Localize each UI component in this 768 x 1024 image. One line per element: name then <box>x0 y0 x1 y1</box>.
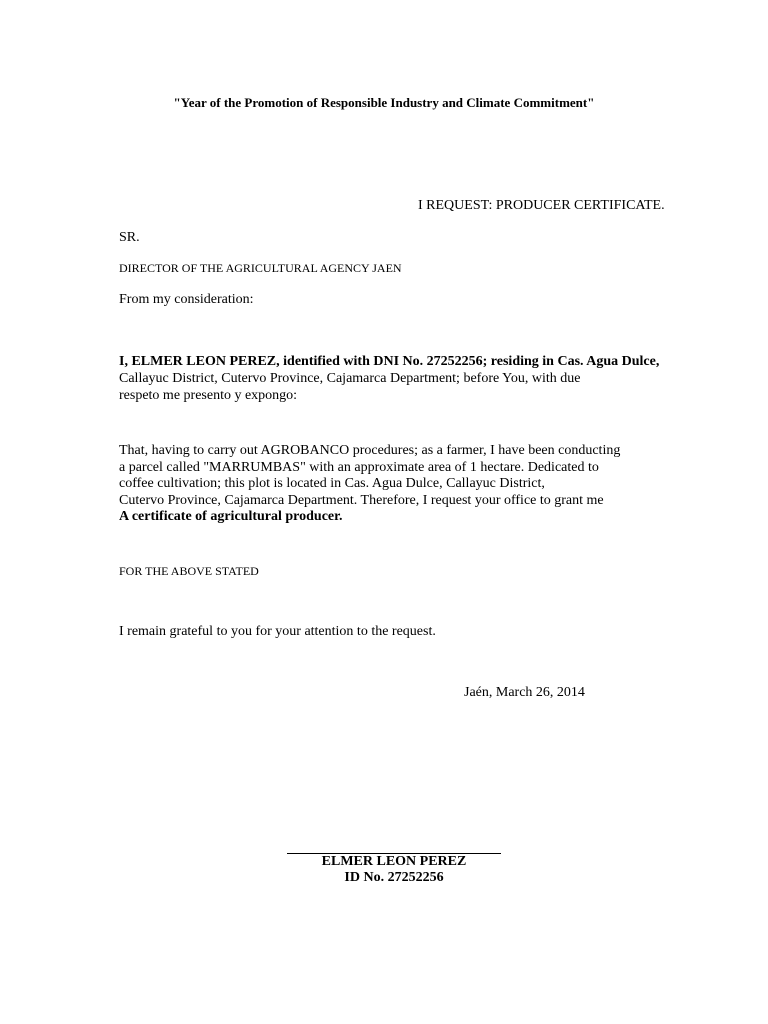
request-line-2: a parcel called "MARRUMBAS" with an approximate area of 1 hectare. Dedicated to <box>119 459 599 475</box>
request-paragraph <box>119 443 629 526</box>
consideration-line: From my consideration: <box>119 292 254 307</box>
year-title: "Year of the Promotion of Responsible Industry and Climate Commitment" <box>173 95 595 110</box>
salutation: SR. <box>119 230 140 245</box>
introduction-paragraph <box>119 354 679 405</box>
introduction-line-1: I, ELMER LEON PEREZ, identified with DNI No. 27252256; residing in Cas. Agua Dulce, <box>119 354 660 369</box>
signatory-name: ELMER LEON PEREZ <box>321 854 467 869</box>
signatory-id: ID No. 27252256 <box>344 870 444 885</box>
request-line-3: coffee cultivation; this plot is located in Cas. Agua Dulce, Callayuc District, <box>119 476 545 491</box>
introduction-line-2: Callayuc District, Cutervo Province, Cajamarca Department; before You, with due <box>119 371 581 386</box>
above-stated: FOR THE ABOVE STATED <box>119 564 259 578</box>
addressee: DIRECTOR OF THE AGRICULTURAL AGENCY JAEN <box>119 261 402 275</box>
request-line-1: That, having to carry out AGROBANCO procedures; as a farmer, I have been conducting <box>119 443 621 458</box>
introduction-line-3: respeto me presento y expongo: <box>119 388 298 403</box>
closing-line: I remain grateful to you for your attention to the request. <box>119 624 436 639</box>
request-subject: I REQUEST: PRODUCER CERTIFICATE. <box>418 198 665 213</box>
request-line-5: A certificate of agricultural producer. <box>119 509 343 524</box>
request-line-4: Cutervo Province, Cajamarca Department. Therefore, I request your office to grant me <box>119 492 604 508</box>
date-line: Jaén, March 26, 2014 <box>464 685 585 700</box>
